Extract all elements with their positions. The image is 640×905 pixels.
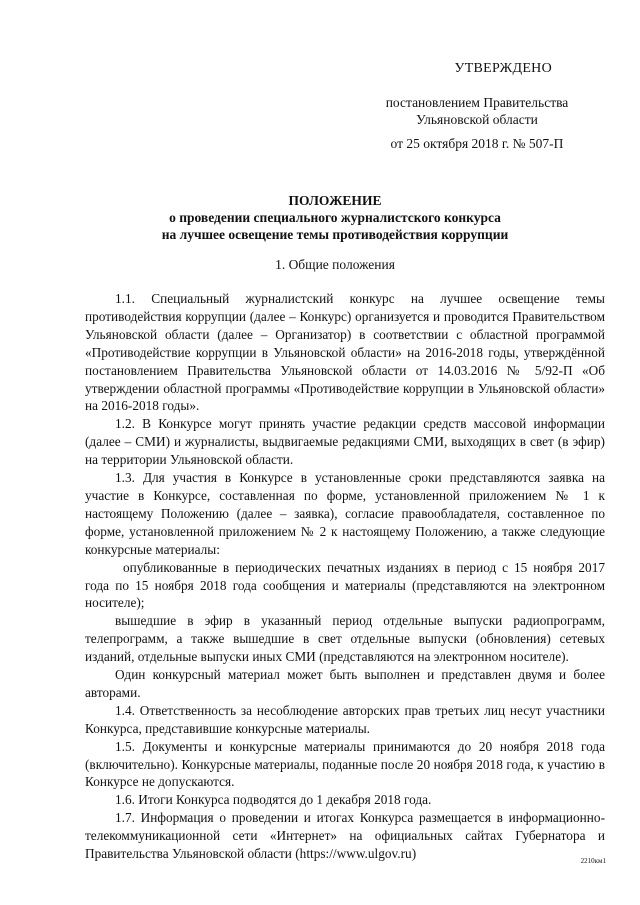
title-line-1: ПОЛОЖЕНИЕ [288, 193, 382, 208]
approval-line-2: Ульяновской области [416, 112, 538, 127]
approval-line-3: от 25 октября 2018 г. № 507-П [390, 136, 564, 151]
list-item-broadcast: вышедшие в эфир в указанный период отдельные выпуски радиопрограмм, телепрограмм, а также вышедшие в свет отдельные выпуски (обновления) сетевых изданий, отдельные выпуски иных СМИ (представляются на электронном носителе). [85, 613, 605, 665]
document-body [85, 290, 605, 863]
paragraph-1-4: 1.4. Ответственность за несоблюдение авторских прав третьих лиц несут участники Конкурса, представившие конкурсные материалы. [85, 702, 605, 736]
section-heading: 1. Общие положения [275, 257, 395, 272]
approval-line-1: постановлением Правительства [385, 95, 569, 110]
paragraph-1-5: 1.5. Документы и конкурсные материалы принимаются до 20 ноября 2018 года (включительно). Конкурсные материалы, поданные после 20 ноября 2018 года, к участию в Конкурсе не допускаются. [85, 738, 605, 790]
paragraph-authors: Один конкурсный материал может быть выполнен и представлен двумя и более авторами. [85, 667, 605, 700]
paragraph-1-7: 1.7. Информация о проведении и итогах Конкурса размещается в информационно-телекоммуникационной сети «Интернет» на официальных сайтах Губернатора и Правительства Ульяновской области (https://www.ulgov.ru) [85, 810, 605, 862]
approval-head: УТВЕРЖДЕНО [454, 61, 552, 76]
document-title [0, 192, 640, 243]
paragraph-1-3: 1.3. Для участия в Конкурсе в установленные сроки представляются заявка на участие в Конкурсе, составленная по форме, установленной приложением № 1 к настоящему Положению (далее – заявка), согласие правообладателя, составленное по форме, установленной приложением № 2 к настоящему Положению, а также следующие конкурсные материалы: [85, 470, 605, 557]
title-line-2: о проведении специального журналистского конкурса [169, 210, 501, 225]
list-item-printed: опубликованные в периодических печатных изданиях в период с 15 ноября 2017 года по 15 ноября 2018 года сообщения и материалы (представляются на электронном носителе); [85, 559, 605, 611]
title-line-3: на лучшее освещение темы противодействия коррупции [161, 227, 509, 242]
paragraph-1-2: 1.2. В Конкурсе могут принять участие редакции средств массовой информации (далее – СМИ) и журналисты, выдвигаемые редакциями СМИ, выходящих в свет (в эфир) на территории Ульяновской области. [85, 416, 605, 468]
paragraph-1-1: 1.1. Специальный журналистский конкурс на лучшее освещение темы противодействия коррупции (далее – Конкурс) организуется и проводится Правительством Ульяновской области (далее – Организатор) в соответствии с областной программой «Противодействие коррупции в Ульяновской области» на 2016-2018 годы, утверждённой постановлением Правительства Ульяновской области от 14.03.2016 № 5/92-П «Об утверждении областной программы «Противодействие коррупции в Ульяновской области» на 2016-2018 годы». [85, 291, 605, 414]
footer-code: 2210км1 [580, 857, 606, 865]
paragraph-1-6: 1.6. Итоги Конкурса подводятся до 1 декабря 2018 года. [115, 792, 432, 808]
